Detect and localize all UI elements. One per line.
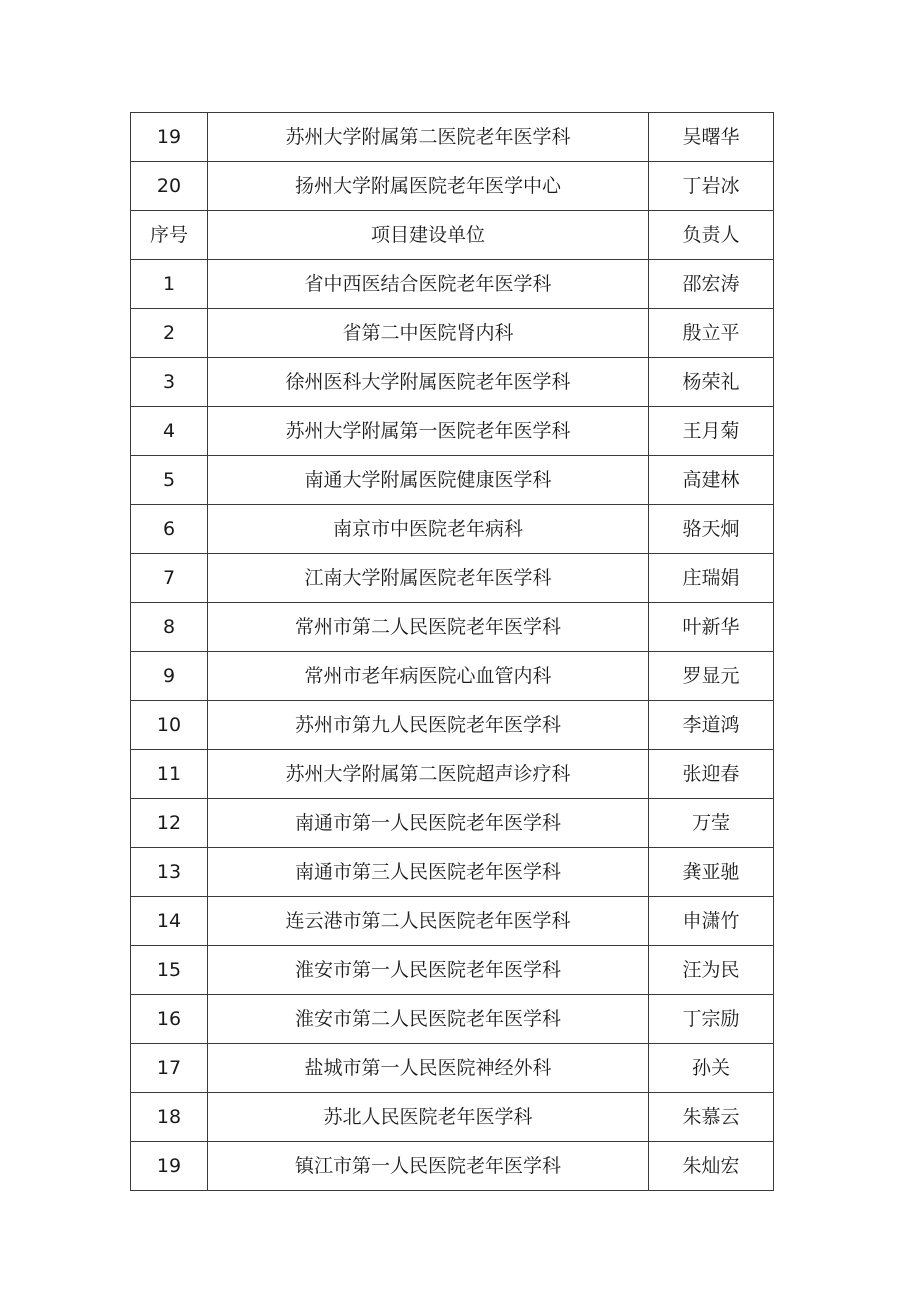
cell-leader: 邵宏涛: [649, 260, 774, 309]
cell-no: 8: [131, 603, 208, 652]
cell-unit: 江南大学附属医院老年医学科: [208, 554, 649, 603]
cell-unit: 南京市中医院老年病科: [208, 505, 649, 554]
cell-unit: 徐州医科大学附属医院老年医学科: [208, 358, 649, 407]
cell-unit: 省第二中医院肾内科: [208, 309, 649, 358]
cell-leader: 杨荣礼: [649, 358, 774, 407]
cell-unit: 常州市第二人民医院老年医学科: [208, 603, 649, 652]
table-row: [131, 456, 774, 505]
cell-leader: 朱灿宏: [649, 1142, 774, 1191]
cell-no: 3: [131, 358, 208, 407]
cell-no: 1: [131, 260, 208, 309]
cell-unit: 淮安市第一人民医院老年医学科: [208, 946, 649, 995]
cell-no: 7: [131, 554, 208, 603]
cell-leader: 汪为民: [649, 946, 774, 995]
cell-unit: 苏州大学附属第一医院老年医学科: [208, 407, 649, 456]
table-row: [131, 995, 774, 1044]
table-row: [131, 946, 774, 995]
cell-leader: 王月菊: [649, 407, 774, 456]
cell-leader: 朱慕云: [649, 1093, 774, 1142]
cell-unit: 南通大学附属医院健康医学科: [208, 456, 649, 505]
cell-no: 16: [131, 995, 208, 1044]
cell-unit: 淮安市第二人民医院老年医学科: [208, 995, 649, 1044]
cell-unit: 南通市第三人民医院老年医学科: [208, 848, 649, 897]
cell-no: 5: [131, 456, 208, 505]
cell-unit: 盐城市第一人民医院神经外科: [208, 1044, 649, 1093]
cell-unit: 苏州大学附属第二医院老年医学科: [208, 113, 649, 162]
table-row: [131, 799, 774, 848]
cell-no: 6: [131, 505, 208, 554]
project-table-body: [131, 113, 774, 1191]
cell-unit: 苏州市第九人民医院老年医学科: [208, 701, 649, 750]
cell-no: 17: [131, 1044, 208, 1093]
cell-unit: 连云港市第二人民医院老年医学科: [208, 897, 649, 946]
cell-leader: 殷立平: [649, 309, 774, 358]
cell-leader: 骆天炯: [649, 505, 774, 554]
table-row: [131, 309, 774, 358]
table-row: [131, 652, 774, 701]
cell-leader: 高建林: [649, 456, 774, 505]
cell-leader: 张迎春: [649, 750, 774, 799]
cell-unit: 常州市老年病医院心血管内科: [208, 652, 649, 701]
project-table: [130, 112, 774, 1191]
table-row: [131, 1142, 774, 1191]
table-row: [131, 1093, 774, 1142]
cell-leader: 万莹: [649, 799, 774, 848]
cell-no: 11: [131, 750, 208, 799]
table-row: [131, 897, 774, 946]
cell-leader: 丁岩冰: [649, 162, 774, 211]
header-cell-leader: 负责人: [649, 211, 774, 260]
cell-no: 12: [131, 799, 208, 848]
cell-no: 18: [131, 1093, 208, 1142]
table-row: [131, 701, 774, 750]
cell-unit: 南通市第一人民医院老年医学科: [208, 799, 649, 848]
cell-no: 20: [131, 162, 208, 211]
cell-unit: 省中西医结合医院老年医学科: [208, 260, 649, 309]
cell-no: 13: [131, 848, 208, 897]
cell-leader: 吴曙华: [649, 113, 774, 162]
cell-leader: 丁宗励: [649, 995, 774, 1044]
table-row: [131, 358, 774, 407]
table-row: [131, 554, 774, 603]
table-row: [131, 750, 774, 799]
cell-leader: 叶新华: [649, 603, 774, 652]
cell-unit: 扬州大学附属医院老年医学中心: [208, 162, 649, 211]
cell-no: 9: [131, 652, 208, 701]
table-row: [131, 848, 774, 897]
cell-no: 4: [131, 407, 208, 456]
cell-leader: 龚亚驰: [649, 848, 774, 897]
table-row: [131, 603, 774, 652]
cell-unit: 苏北人民医院老年医学科: [208, 1093, 649, 1142]
cell-leader: 罗显元: [649, 652, 774, 701]
header-cell-unit: 项目建设单位: [208, 211, 649, 260]
cell-no: 14: [131, 897, 208, 946]
cell-unit: 镇江市第一人民医院老年医学科: [208, 1142, 649, 1191]
table-row: [131, 260, 774, 309]
cell-leader: 李道鸿: [649, 701, 774, 750]
cell-no: 19: [131, 1142, 208, 1191]
cell-no: 2: [131, 309, 208, 358]
cell-leader: 申潇竹: [649, 897, 774, 946]
cell-leader: 孙关: [649, 1044, 774, 1093]
header-cell-no: 序号: [131, 211, 208, 260]
table-row: [131, 407, 774, 456]
cell-no: 15: [131, 946, 208, 995]
cell-no: 10: [131, 701, 208, 750]
table-row: [131, 162, 774, 211]
cell-no: 19: [131, 113, 208, 162]
table-header-row: [131, 211, 774, 260]
table-row: [131, 113, 774, 162]
cell-unit: 苏州大学附属第二医院超声诊疗科: [208, 750, 649, 799]
table-row: [131, 505, 774, 554]
cell-leader: 庄瑞娟: [649, 554, 774, 603]
table-row: [131, 1044, 774, 1093]
